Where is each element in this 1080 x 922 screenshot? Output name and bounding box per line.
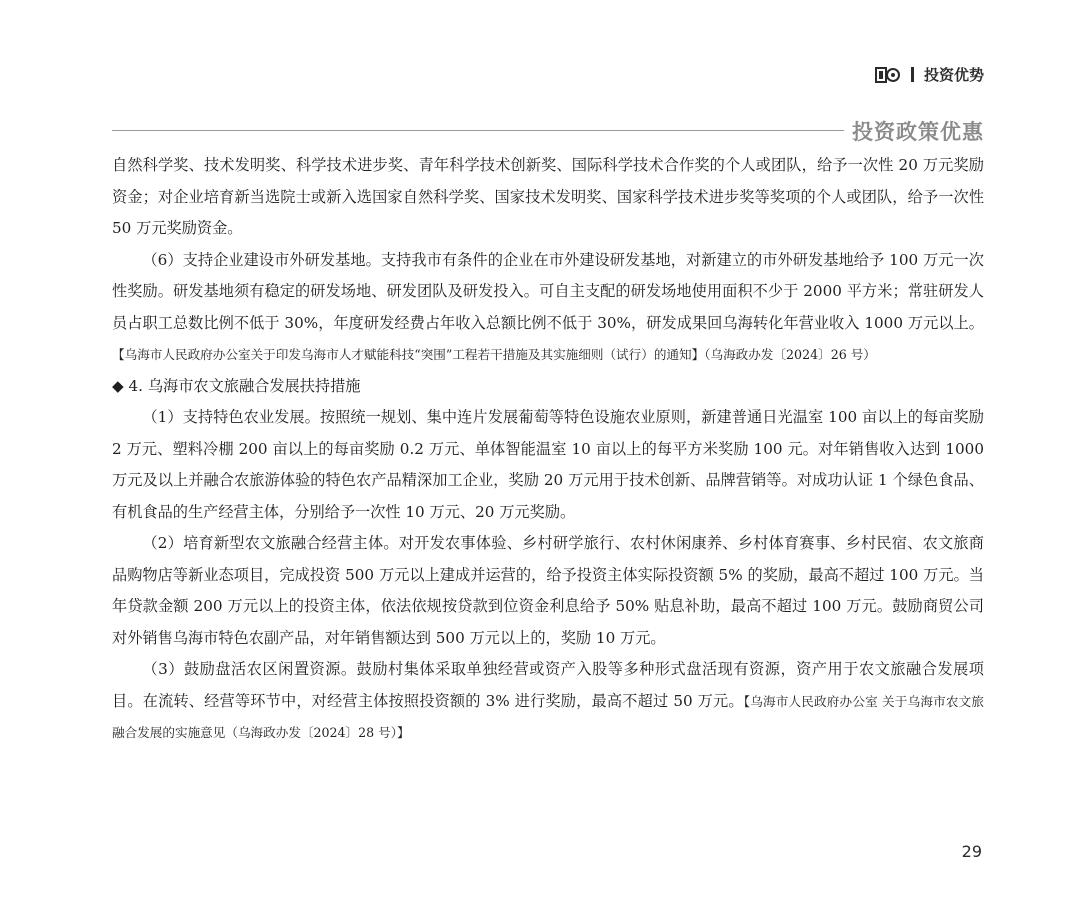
page-number: 29 bbox=[961, 842, 982, 861]
running-header bbox=[875, 64, 984, 85]
paragraph-idle-resources bbox=[112, 654, 984, 749]
paragraph-continued: 自然科学奖、技术发明奖、科学技术进步奖、青年科学技术创新奖、国际科学技术合作奖的个人或团队，给予一次性 20 万元奖励资金；对企业培育新当选院士或新入选国家自然科学奖、国家技术发明奖、国家科学技术进步奖等奖项的个人或团队，给予一次性 50 万元奖励资金。 bbox=[112, 156, 984, 237]
body-text bbox=[112, 150, 984, 749]
header-rule bbox=[112, 130, 844, 131]
paragraph-text: （6）支持企业建设市外研发基地。支持我市有条件的企业在市外建设研发基地，对新建立的市外研发基地给予 100 万元一次性奖励。研发基地须有稳定的研发场地、研发团队及研发投入。可自主支配的研发场地使用面积不少于 2000 平方米；常驻研发人员占职工总数比例不低于 30%，年度研发经费占年收入总额比例不低于 30%，研发成果回乌海转化年营业收入 1000 万元以上。 bbox=[112, 250, 984, 332]
source-citation: 【乌海市人民政府办公室 关于乌海市农文旅融合发展的实施意见（乌海政办发〔2024〕28 号）】 bbox=[112, 693, 984, 740]
section-tag: 投资优势 bbox=[923, 66, 984, 84]
section-heading: ◆ 4. 乌海市农文旅融合发展扶持措施 bbox=[112, 376, 361, 395]
page-title: 投资政策优惠 bbox=[852, 120, 984, 144]
book-logo-icon bbox=[875, 66, 901, 84]
paragraph-rd-base bbox=[112, 245, 984, 371]
paragraph-new-business: （2）培育新型农文旅融合经营主体。对开发农事体验、乡村研学旅行、农村休闲康养、乡村体育赛事、乡村民宿、农文旅商品购物店等新业态项目，完成投资 500 万元以上建成并运营的，给予投资主体实际投资额 5% 的奖励，最高不超过 100 万元。当年贷款金额 200 万元以上的投资主体，依法依规按贷款到位资金利息给予 50% 贴息补助，最高不超过 100 万元。鼓励商贸公司对外销售乌海市特色农副产品，对年销售额达到 500 万元以上的，奖励 10 万元。 bbox=[112, 534, 984, 647]
paragraph-agriculture: （1）支持特色农业发展。按照统一规划、集中连片发展葡萄等特色设施农业原则，新建普通日光温室 100 亩以上的每亩奖励 2 万元、塑料冷棚 200 亩以上的每亩奖励 0.2 万元、单体智能温室 10 亩以上的每平方米奖励 100 元。对年销售收入达到 1000 万元及以上并融合农旅游体验的特色农产品精深加工企业，奖励 20 万元用于技术创新、品牌营销等。对成功认证 1 个绿色食品、有机食品的生产经营主体，分别给予一次性 10 万元、20 万元奖励。 bbox=[112, 408, 984, 521]
paragraph-text: （3）鼓励盘活农区闲置资源。鼓励村集体采取单独经营或资产入股等多种形式盘活现有资源，资产用于农文旅融合发展项目。在流转、经营等环节中，对经营主体按照投资额的 3% 进行奖励，最高不超过 50 万元。 bbox=[112, 660, 984, 710]
header-divider bbox=[911, 67, 914, 82]
source-citation: 【乌海市人民政府办公室关于印发乌海市人才赋能科技“突围”工程若干措施及其实施细则（试行）的通知】（乌海政办发〔2024〕26 号） bbox=[112, 347, 876, 362]
